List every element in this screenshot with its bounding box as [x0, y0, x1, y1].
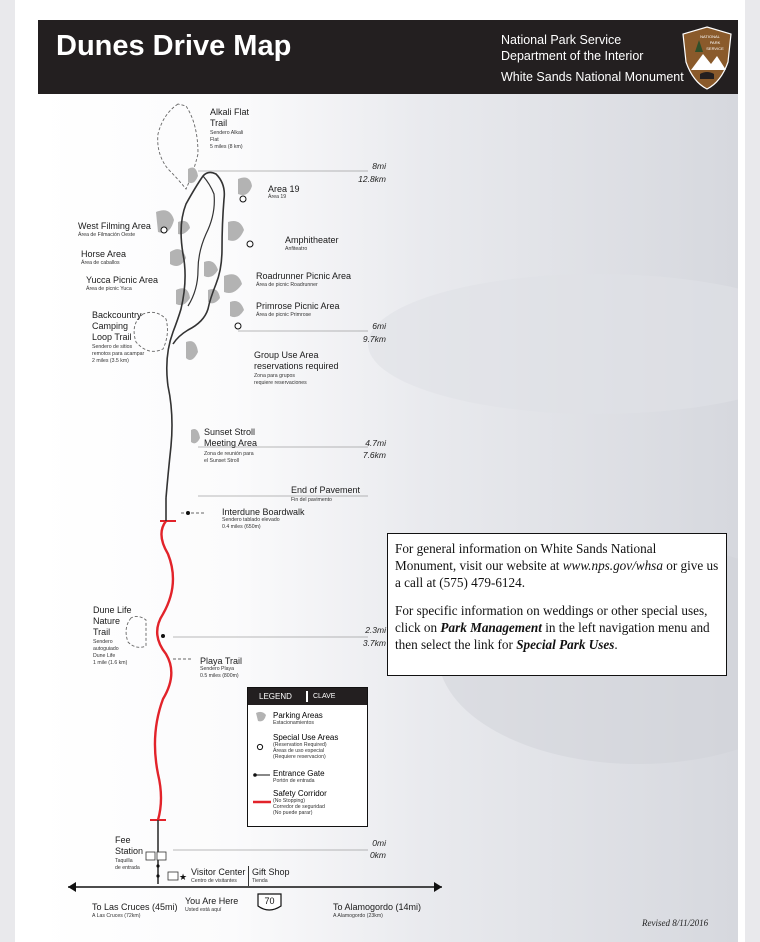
distance-km: 0km: [369, 850, 386, 860]
horse-area-label: Horse Area: [81, 249, 127, 259]
route-number: 70: [264, 896, 275, 906]
legend-label: Safety Corridor: [273, 789, 327, 798]
alkali-sub-3: 5 miles (8 km): [210, 144, 243, 150]
alamogordo-sub: A Alamogordo (23km): [333, 913, 383, 919]
page-title: Dunes Drive Map: [56, 30, 292, 62]
fee-station-label-1: Fee: [115, 835, 131, 845]
legend-title: LEGEND: [259, 692, 292, 701]
sunset-sub-1: Zona de reunión para: [204, 451, 254, 457]
park-name: White Sands National Monument: [501, 70, 684, 84]
legend-title-es: CLAVE: [313, 693, 336, 700]
west-filming-label: West Filming Area: [78, 221, 151, 231]
alamogordo-label: To Alamogordo (14mi): [333, 902, 422, 912]
legend-sub: (No Stopping): [273, 798, 306, 804]
las-cruces-sub: A Las Cruces (72km): [92, 913, 141, 919]
parking-icon: [254, 711, 268, 723]
map-area: [38, 94, 738, 942]
legend-sub: Estacionamientos: [273, 720, 314, 726]
interdune-sub-1: Sendero tablado elevado: [222, 517, 280, 523]
safety-corridor: [155, 521, 173, 820]
area19-sub: Área 19: [268, 194, 287, 200]
distance-km: 3.7km: [362, 638, 386, 648]
special-use-icon: [240, 196, 246, 202]
loop-inner-road: [188, 176, 214, 306]
roadrunner-sub: Área de picnic Roadrunner: [256, 282, 318, 288]
info-paragraph-2: For specific information on weddings or other special uses, click on Park Management in the left navigation menu and then select the link for Special Park Uses.: [395, 603, 710, 652]
interdune-label: Interdune Boardwalk: [222, 507, 305, 517]
fee-station-sub-2: de entrada: [115, 865, 140, 871]
legend-header: [248, 688, 367, 705]
park-management-link[interactable]: Park Management: [440, 620, 542, 635]
amphitheater-sub: Anfiteatro: [285, 246, 308, 252]
playa-label: Playa Trail: [200, 656, 243, 666]
gift-shop-label: Gift Shop: [252, 867, 290, 877]
group-use-label-1: Group Use Area: [254, 350, 319, 360]
fee-station-label-2: Station: [115, 846, 144, 856]
dunes-drive-loop: [166, 172, 224, 498]
backcountry-sub-3: 2 miles (3.5 km): [92, 358, 129, 364]
backcountry-sub-2: remotos para acampar: [92, 351, 145, 357]
dune-life-sub-1: Sendero: [93, 639, 113, 645]
legend-sub: Portón de entrada: [273, 778, 315, 784]
legend-sub: Corredor de seguridad: [273, 804, 325, 810]
distance-mi: 8mi: [372, 161, 386, 171]
group-use-label-2: reservations required: [254, 361, 339, 371]
special-park-uses-link[interactable]: Special Park Uses: [516, 637, 615, 652]
entrance-gate-icon: [186, 511, 190, 515]
legend-sub: Áreas de uso especial: [273, 748, 325, 754]
backcountry-label-2: Camping: [92, 321, 129, 331]
distance-mi: 0mi: [372, 838, 386, 848]
horse-area-sub: Área de caballos: [81, 260, 120, 266]
primrose-label: Primrose Picnic Area: [256, 301, 340, 311]
gift-shop-sub: Tienda: [252, 878, 268, 884]
alkali-sub-1: Sendero Alkali: [210, 130, 244, 136]
divider: [248, 866, 249, 886]
arrow-west-icon: [68, 882, 76, 892]
dune-life-sub-4: 1 mile (1.6 km): [93, 660, 128, 666]
legend-label: Special Use Areas: [273, 733, 339, 742]
legend-sub: (Requiere reservacion): [273, 754, 326, 760]
distance-km: 7.6km: [362, 450, 386, 460]
alkali-sub-2: Flat: [210, 137, 219, 143]
entrance-gate-legend-icon: [252, 771, 272, 779]
group-use-sub-2: requiere reservaciones: [254, 380, 307, 386]
revised-date: Revised 8/11/2016: [642, 918, 709, 928]
roadrunner-label: Roadrunner Picnic Area: [256, 271, 352, 281]
distance-mi: 2.3mi: [365, 625, 386, 635]
legend: [247, 687, 368, 827]
backcountry-sub-1: Sendero de sitios: [92, 344, 133, 350]
distance-km: 12.8km: [358, 174, 386, 184]
yucca-label: Yucca Picnic Area: [86, 275, 159, 285]
alkali-flat-label-2: Trail: [210, 118, 228, 128]
sunset-label-2: Meeting Area: [204, 438, 258, 448]
visitor-center-icon: [168, 872, 178, 880]
map-sheet: [15, 0, 745, 942]
header-banner: [38, 20, 738, 94]
playa-sub-1: Sendero Playa: [200, 666, 235, 672]
dune-life-sub-2: autoguiado: [93, 646, 119, 652]
legend-label: Parking Areas: [273, 711, 323, 720]
playa-sub-2: 0.5 miles (800m): [200, 673, 239, 679]
backcountry-label-3: Loop Trail: [92, 332, 132, 342]
area19-label: Area 19: [268, 184, 300, 194]
legend-sub: (No puede parar): [273, 810, 313, 816]
alkali-flat-label: Alkali Flat: [210, 107, 250, 117]
visitor-center-sub: Centro de visitantes: [191, 878, 237, 884]
dune-life-trail: [126, 616, 146, 647]
backcountry-label-1: Backcountry: [92, 310, 142, 320]
distance-mi: 6mi: [372, 321, 386, 331]
primrose-sub: Área de picnic Primrose: [256, 312, 312, 318]
west-filming-sub: Área de Filmación Oeste: [78, 232, 136, 238]
logo-text-2: PARK: [709, 40, 721, 45]
arrow-east-icon: [434, 882, 442, 892]
safety-corridor-legend-icon: [252, 799, 272, 805]
you-are-here-star-icon: ★: [179, 872, 188, 882]
nps-arrowhead-logo-icon: [681, 26, 733, 90]
las-cruces-label: To Las Cruces (45mi): [92, 902, 178, 912]
agency-line-1: National Park Service: [501, 33, 622, 47]
you-are-here-label: You Are Here: [185, 896, 239, 906]
legend-sub: (Reservation Required): [273, 742, 327, 748]
logo-text-3: SERVICE: [706, 46, 724, 51]
agency-line-2: Department of the Interior: [501, 49, 644, 63]
dune-life-label-1: Dune Life: [93, 605, 132, 615]
end-pavement-label: End of Pavement: [291, 485, 361, 495]
you-are-here-sub: Usted está aquí: [185, 907, 222, 913]
dune-life-label-3: Trail: [93, 627, 111, 637]
legend-label: Entrance Gate: [273, 769, 325, 778]
visitor-center-label: Visitor Center: [191, 867, 246, 877]
group-use-sub-1: Zona para grupos: [254, 373, 295, 379]
distance-mi: 4.7mi: [365, 438, 386, 448]
sunset-label-1: Sunset Stroll: [204, 427, 256, 437]
sunset-sub-2: el Sunset Stroll: [204, 458, 239, 464]
info-box: [387, 533, 727, 676]
end-pavement-sub: Fin del pavimento: [291, 497, 332, 503]
fee-station-icon: [146, 852, 155, 860]
legend-divider: [306, 691, 308, 702]
amphitheater-label: Amphitheater: [285, 235, 339, 245]
distance-km: 9.7km: [362, 334, 386, 344]
dune-life-label-2: Nature: [93, 616, 121, 626]
special-use-circle-icon: [256, 743, 264, 751]
website-link[interactable]: www.nps.gov/whsa: [562, 558, 663, 573]
interdune-sub-2: 0.4 miles (650m): [222, 524, 261, 530]
yucca-sub: Área de picnic Yuca: [86, 286, 132, 292]
logo-text-1: NATIONAL: [700, 34, 720, 39]
dune-life-sub-3: Dune Life: [93, 653, 116, 659]
info-paragraph-1: For general information on White Sands National Monument, visit our website at www.nps.gov/whsa or give us a call at (575) 479-6124.: [395, 541, 719, 590]
fee-station-sub-1: Taquilla: [115, 858, 133, 864]
